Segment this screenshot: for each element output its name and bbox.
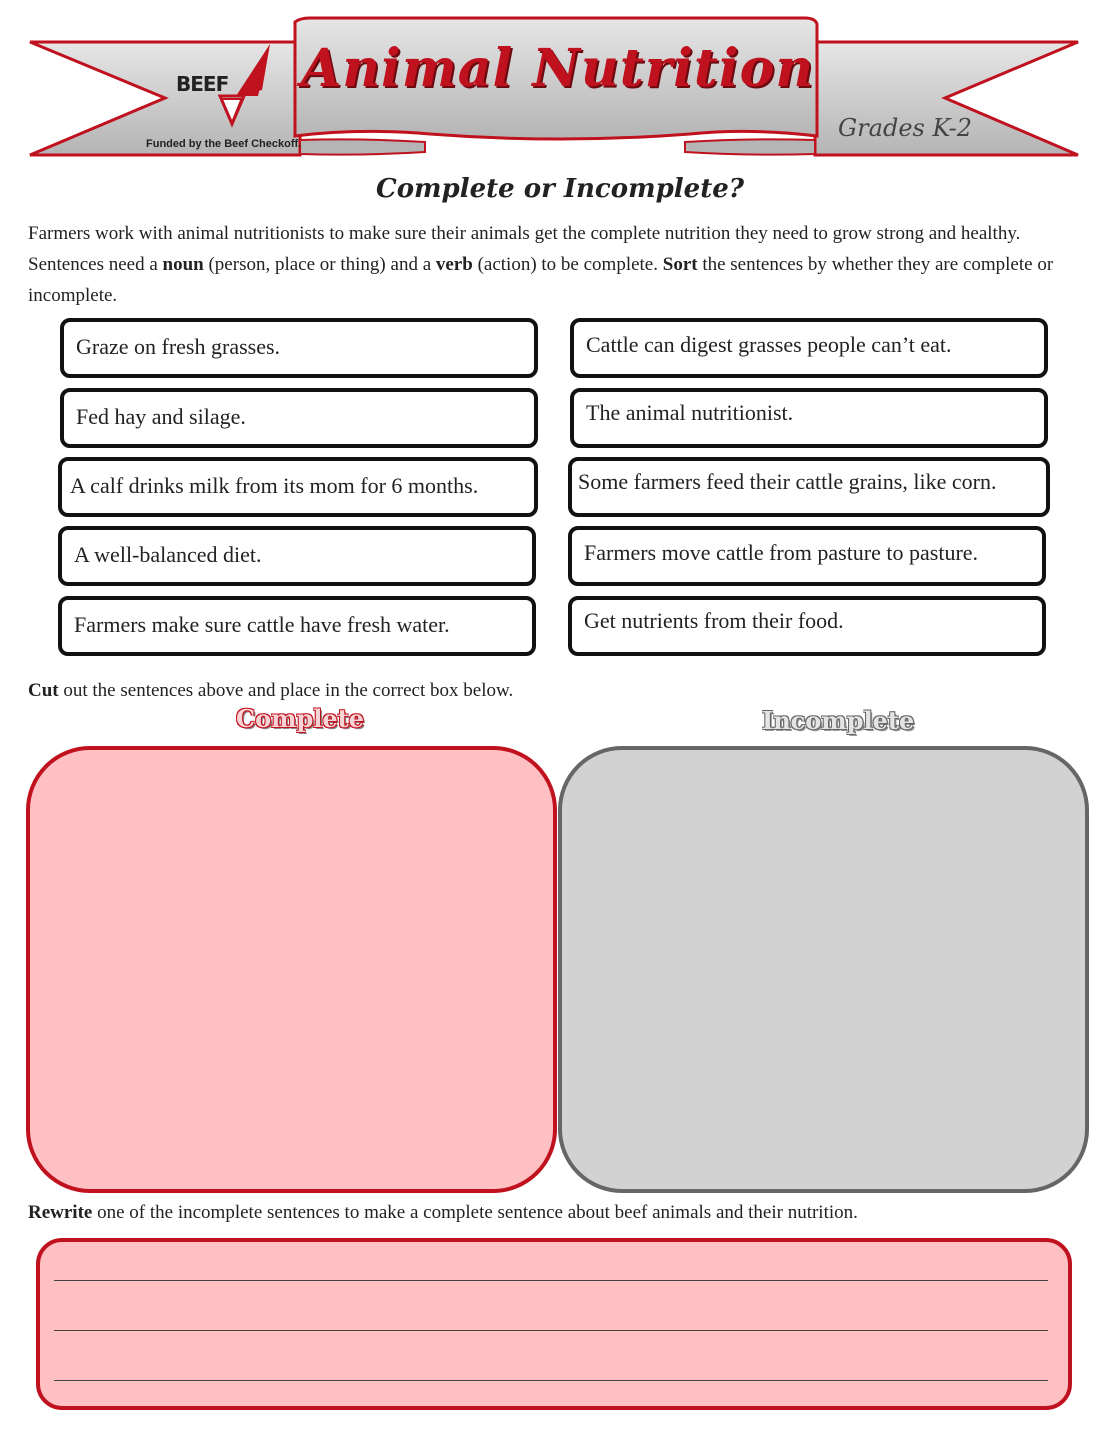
rewrite-instruction: Rewrite one of the incomplete sentences to make a complete sentence about beef animals and their nutrition. [28,1202,858,1223]
worksheet-subtitle: Complete or Incomplete? [376,174,744,204]
writing-line [54,1380,1048,1381]
sentence-card[interactable]: A calf drinks milk from its mom for 6 months. [58,457,538,517]
sentence-card[interactable]: A well-balanced diet. [58,526,536,586]
sentence-card[interactable]: Farmers move cattle from pasture to pasture. [568,526,1046,586]
sentence-card[interactable]: Get nutrients from their food. [568,596,1046,656]
incomplete-heading: Incomplete [762,706,915,735]
writing-line [54,1330,1048,1331]
sentence-card[interactable]: The animal nutritionist. [570,388,1048,448]
intro-paragraph: Farmers work with animal nutritionists to make sure their animals get the complete nutrition they need to grow strong and healthy. Sentences need a noun (person, place or thing) and a verb (action) to be complete. Sort the sentences by whether they are complete or incomplete. [28,223,1054,306]
sort-term: Sort [662,254,698,275]
noun-term: noun [162,254,204,275]
cut-instruction: Cut out the sentences above and place in the correct box below. [28,680,514,701]
sentence-card[interactable]: Farmers make sure cattle have fresh water. [58,596,536,656]
verb-term: verb [435,254,473,275]
sentence-card[interactable]: Some farmers feed their cattle grains, like corn. [568,457,1050,517]
incomplete-drop-area[interactable] [558,746,1089,1193]
sentence-card[interactable]: Graze on fresh grasses. [60,318,538,378]
complete-drop-area[interactable] [26,746,557,1193]
rewrite-answer-area[interactable] [36,1238,1072,1410]
beef-logo: BEEF [176,72,229,96]
funded-by-text: Funded by the Beef Checkoff. [146,138,302,150]
sentence-card[interactable]: Cattle can digest grasses people can’t eat. [570,318,1048,378]
sentence-card[interactable]: Fed hay and silage. [60,388,538,448]
page-title: Animal Nutrition [300,38,815,99]
writing-line [54,1280,1048,1281]
grade-level: Grades K-2 [838,114,973,142]
complete-heading: Complete [236,704,365,733]
